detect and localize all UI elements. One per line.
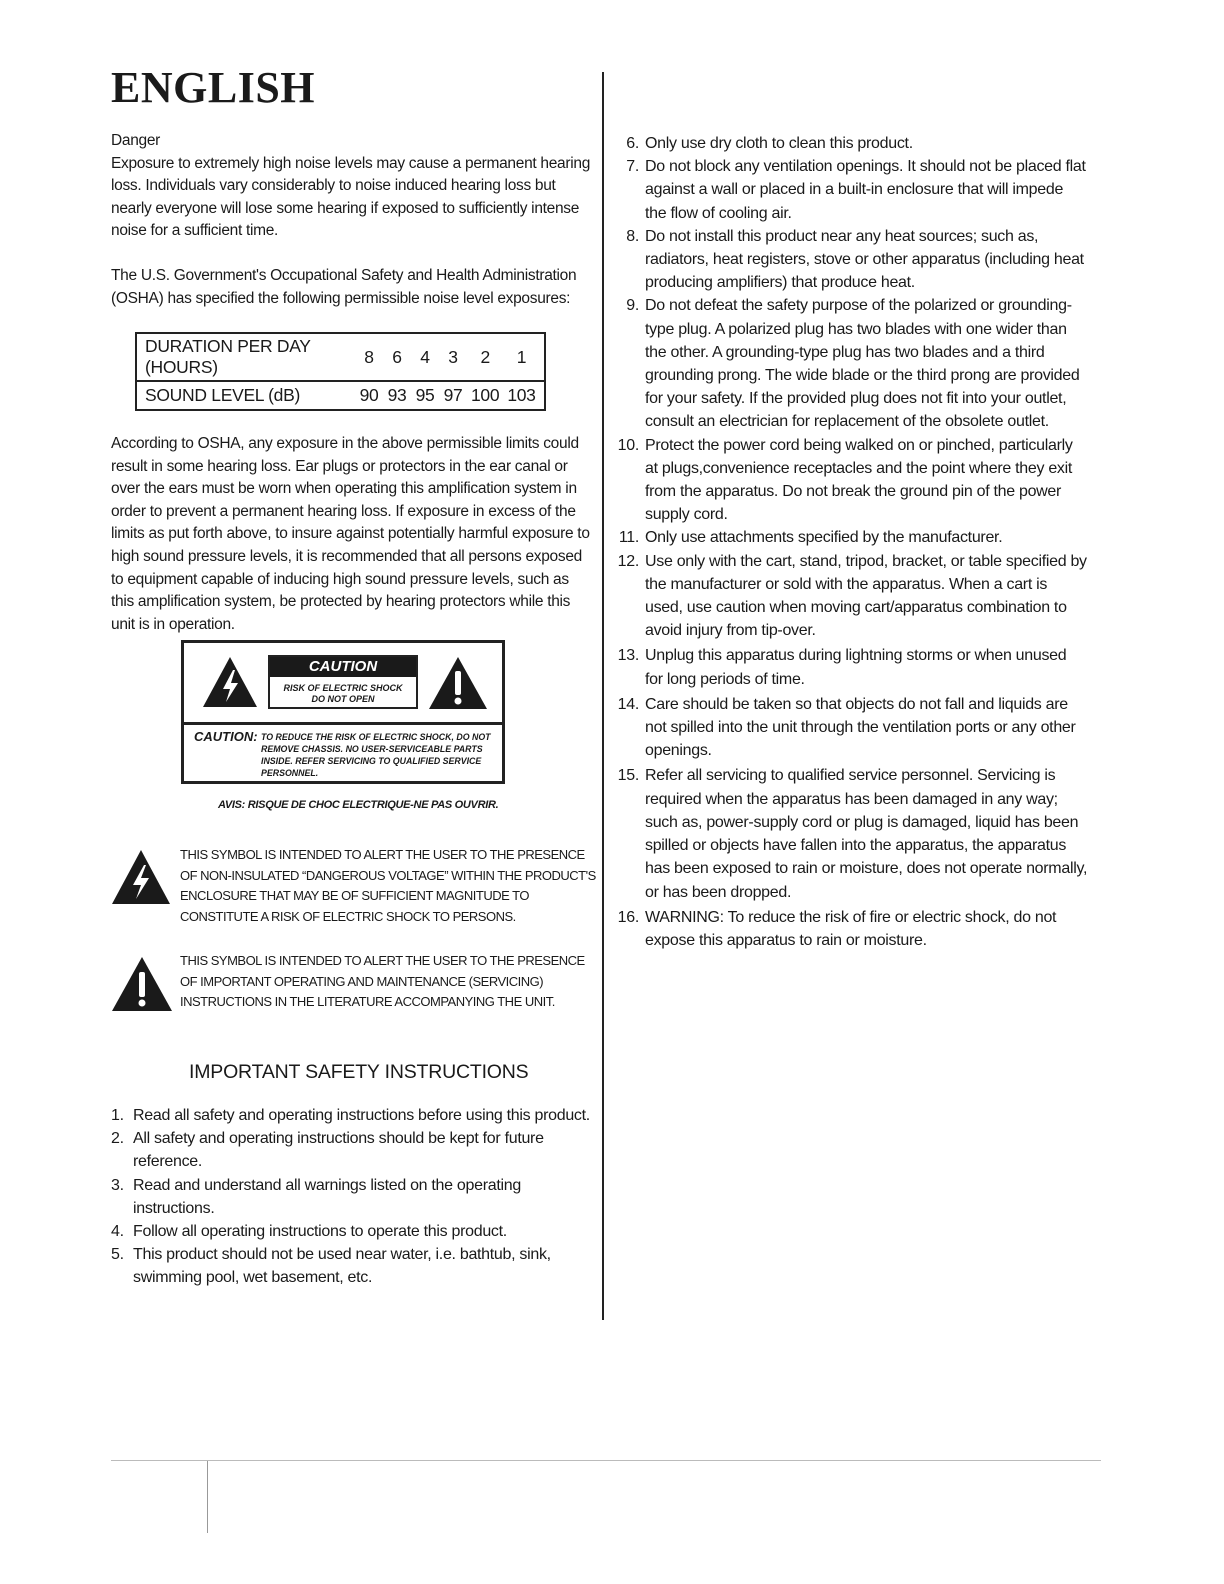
table-cell: 103 (507, 385, 536, 405)
item-number: 5. (111, 1246, 124, 1264)
exclamation-warning-icon (111, 956, 173, 1012)
table-cell: 2 (467, 333, 503, 381)
item-text: Refer all servicing to qualified service personnel. Servicing is required when the apparatus has been damaged in any way; such as, power-supply cord or plug is damaged, liquid has been spilled or objects have fallen into the apparatus, the apparatus has been exposed to rain or moisture, does not operate normally, or has been dropped. (645, 767, 1088, 901)
item-number: 4. (111, 1223, 124, 1241)
item-number: 10. (617, 436, 639, 454)
caution-center-panel (268, 655, 418, 709)
footer-tick (207, 1461, 208, 1533)
item-number: 14. (617, 695, 639, 713)
item-text: Read all safety and operating instructions before using this product. (133, 1107, 590, 1124)
list-item (613, 294, 1088, 433)
list-item (111, 1243, 591, 1289)
item-text: Only use dry cloth to clean this product. (645, 135, 913, 152)
list-item (111, 1104, 591, 1127)
item-text: Use only with the cart, stand, tripod, bracket, or table specified by the manufacturer or sold with the apparatus. When a cart is used, use caution when moving cart/apparatus combination to avoid injury from tip-over. (645, 552, 1087, 640)
item-number: 6. (626, 135, 639, 152)
avis-text: AVIS: RISQUE DE CHOC ELECTRIQUE-NE PAS OUVRIR. (218, 799, 499, 811)
exclamation-warning-icon (428, 656, 488, 710)
danger-title: Danger (111, 132, 161, 149)
item-number: 9. (626, 297, 639, 315)
footer-rule (111, 1460, 1101, 1461)
instructions-list-left (111, 1104, 591, 1290)
lightning-warning-icon (202, 656, 258, 708)
table-row-duration (136, 333, 545, 381)
danger-text: Exposure to extremely high noise levels may cause a permanent hearing loss. Individuals vary considerably to noise induced hearing loss but nearly everyone will lose some hearing if exposed to sufficiently intense noise for a sufficient time. (111, 154, 591, 240)
table-cell: 6 (383, 333, 411, 381)
item-text: Do not block any ventilation openings. It should not be placed flat against a wall or placed in a built-in enclosure that will impede the flow of cooling air. (645, 158, 1086, 222)
lightning-warning-icon (111, 849, 171, 905)
column-divider (602, 72, 604, 1320)
list-item (111, 1127, 591, 1173)
item-text: This product should not be used near water, i.e. bathtub, sink, swimming pool, wet basement, etc. (133, 1246, 551, 1287)
table-cell: 90 (359, 385, 379, 405)
caution-subtitle-line: RISK OF ELECTRIC SHOCK (283, 683, 403, 693)
sound-label: SOUND LEVEL (dB) (145, 385, 301, 405)
item-text: WARNING: To reduce the risk of fire or electric shock, do not expose this apparatus to rain or moisture. (645, 908, 1057, 949)
voltage-symbol-text: THIS SYMBOL IS INTENDED TO ALERT THE USER TO THE PRESENCE OF NON-INSULATED “DANGEROUS VOLTAGE” WITHIN THE PRODUCT'S ENCLOSURE THAT MAY BE OF SUFFICIENT MAGNITUDE TO CONSTITUTE A RISK OF ELECTRIC SHOCK TO PERSONS. (180, 847, 596, 924)
page-heading: ENGLISH (111, 63, 316, 112)
table-cell: 1 (503, 333, 544, 381)
item-text: All safety and operating instructions should be kept for future reference. (133, 1130, 544, 1171)
item-text: Protect the power cord being walked on or pinched, particularly at plugs,convenience receptacles and the point where they exit from the apparatus. Do not break the ground pin of the power supply cord. (645, 436, 1073, 524)
caution-subtitle-line: DO NOT OPEN (311, 694, 375, 704)
list-item (613, 155, 1088, 225)
list-item (111, 1220, 591, 1243)
list-item (613, 434, 1088, 527)
item-number: 13. (617, 647, 639, 665)
safety-instructions-title: IMPORTANT SAFETY INSTRUCTIONS (189, 1061, 529, 1083)
list-item (613, 132, 1088, 155)
list-item (613, 764, 1088, 903)
item-number: 1. (111, 1107, 124, 1124)
duration-label: DURATION PER DAY (HOURS) (136, 333, 355, 381)
exclamation-symbol-text: THIS SYMBOL IS INTENDED TO ALERT THE USER TO THE PRESENCE OF IMPORTANT OPERATING AND MAINTENANCE (SERVICING) INSTRUCTIONS IN THE LITERATURE ACCOMPANYING THE UNIT. (180, 953, 585, 1009)
table-row-sound (136, 381, 545, 410)
danger-section (111, 130, 593, 310)
item-number: 16. (617, 908, 639, 926)
osha-noise-table (135, 332, 546, 411)
caution-label: CAUTION: (194, 729, 258, 744)
item-number: 2. (111, 1130, 124, 1148)
table-cell: 3 (439, 333, 467, 381)
item-text: Follow all operating instructions to operate this product. (133, 1223, 507, 1241)
table-cell: 93 (387, 385, 407, 405)
list-item (613, 644, 1088, 690)
item-text: Only use attachments specified by the manufacturer. (645, 529, 1003, 547)
list-item (613, 550, 1088, 643)
table-cell: 100 (471, 385, 500, 405)
table-cell: 97 (443, 385, 463, 405)
list-item (613, 693, 1088, 763)
item-number: 15. (617, 767, 639, 785)
item-text: Read and understand all warnings listed on the operating instructions. (133, 1176, 521, 1217)
item-number: 12. (617, 552, 639, 570)
list-item (613, 906, 1088, 952)
item-text: Do not install this product near any heat sources; such as, radiators, heat registers, stove or other apparatus (including heat producing amplifiers) that produce heat. (645, 227, 1084, 292)
table-cell: 4 (411, 333, 439, 381)
caution-box-top (184, 643, 502, 725)
item-text: Care should be taken so that objects do not fall and liquids are not spilled into the unit through the ventilation ports or any other openings. (645, 695, 1076, 760)
caution-text: TO REDUCE THE RISK OF ELECTRIC SHOCK, DO NOT REMOVE CHASSIS. NO USER-SERVICEABLE PARTS INSIDE. REFER SERVICING TO QUALIFIED SERVICE PERSONNEL. (261, 732, 491, 778)
item-text: Do not defeat the safety purpose of the polarized or grounding-type plug. A polarized plug has two blades with one wider than the other. A grounding-type plug has two blades and a third grounding prong. The wide blade or the third prong are provided for your safety. If the provided plug does not fit into your outlet, consult an electrician for replacement of the obsolete outlet. (645, 297, 1080, 431)
list-item (613, 225, 1088, 295)
caution-title: CAUTION (270, 657, 416, 677)
caution-subtitle (270, 677, 416, 705)
item-number: 7. (626, 158, 639, 176)
osha-intro: The U.S. Government's Occupational Safety and Health Administration (OSHA) has specified the following permissible noise level exposures: (111, 266, 577, 307)
instructions-list-right (613, 132, 1088, 952)
item-number: 8. (626, 227, 639, 245)
item-number: 11. (618, 529, 639, 547)
table-cell: 95 (415, 385, 435, 405)
caution-label-box (181, 640, 505, 784)
list-item (111, 1174, 591, 1220)
item-text: Unplug this apparatus during lightning storms or when unused for long periods of time. (645, 647, 1067, 688)
list-item (613, 526, 1088, 549)
item-number: 3. (111, 1176, 124, 1194)
osha-paragraph: According to OSHA, any exposure in the above permissible limits could result in some hearing loss. Ear plugs or protectors in the ear canal or over the ears must be worn when operating this amplification system in order to prevent a permanent hearing loss. If exposure in excess of the limits as put forth above, to insure against potentially harmful exposure to high sound pressure levels, it is recommended that all persons exposed to equipment capable of inducing high sound pressure levels, such as this amplification system, be protected by hearing protectors while this unit is in operation. (111, 435, 590, 633)
table-cell: 8 (355, 333, 383, 381)
